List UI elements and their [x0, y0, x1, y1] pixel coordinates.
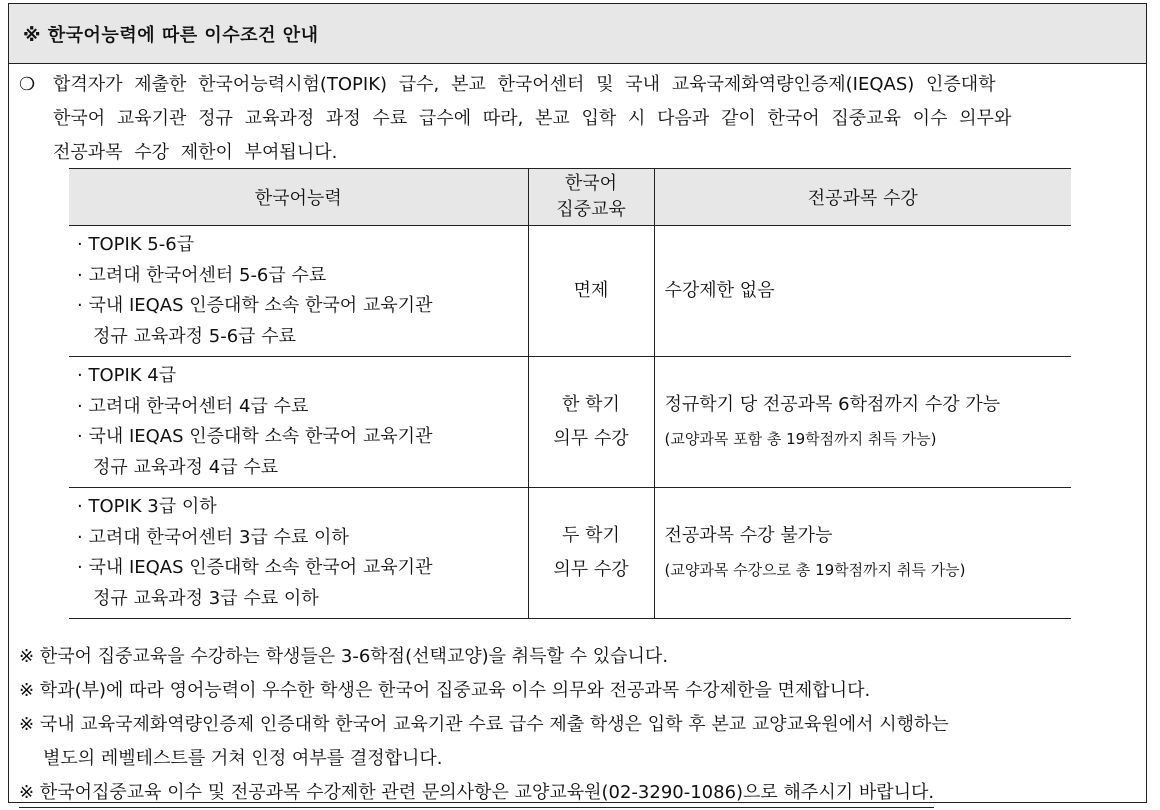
header-major: 전공과목 수강 [654, 169, 1071, 226]
intensive-cell [528, 357, 654, 488]
intensive-cell [528, 226, 654, 357]
ability-item: 정규 교육과정 4급 수료 [93, 456, 279, 478]
table-row [69, 226, 1071, 357]
intensive-line: 두 학기 [562, 525, 620, 546]
ability-item: · TOPIK 3급 이하 [77, 496, 217, 517]
table-header-row [69, 169, 1071, 226]
notes-section [19, 640, 1139, 810]
header-intensive-line: 집중교육 [556, 199, 626, 220]
circle-bullet-icon: ❍ [19, 74, 36, 95]
note-item: ※ 국내 교육국제화역량인증제 인증대학 한국어 교육기관 수료 급수 제출 학생은 입학 후 본교 교양교육원에서 시행하는 [19, 714, 949, 735]
header-intensive-line: 한국어 [564, 173, 618, 194]
intensive-line: 의무 수강 [553, 428, 629, 449]
major-note: (교양과목 수강으로 총 19학점까지 취득 가능) [664, 561, 966, 579]
major-cell [654, 488, 1071, 619]
ability-item: · 고려대 한국어센터 3급 수료 이하 [77, 526, 349, 548]
ability-item: · 국내 IEQAS 인증대학 소속 한국어 교육기관 [77, 426, 433, 447]
header-ability: 한국어능력 [69, 169, 528, 226]
notice-frame [8, 3, 1147, 803]
major-text: 정규학기 당 전공과목 6학점까지 수강 가능 [664, 394, 1001, 415]
table-row [69, 357, 1071, 488]
ability-item: · 국내 IEQAS 인증대학 소속 한국어 교육기관 [77, 557, 433, 578]
ability-item: · TOPIK 4급 [77, 365, 177, 386]
major-cell [654, 357, 1071, 488]
intro-line: 합격자가 제출한 한국어능력시험(TOPIK) 급수, 본교 한국어센터 및 국내 교육국제화역량인증제(IEQAS) 인증대학 [53, 74, 996, 95]
ability-item: 정규 교육과정 3급 수료 이하 [93, 587, 319, 609]
intensive-cell [528, 488, 654, 619]
ability-cell [69, 226, 528, 357]
major-note: (교양과목 포함 총 19학점까지 취득 가능) [664, 430, 937, 448]
note-item: ※ 한국어 집중교육을 수강하는 학생들은 3-6학점(선택교양)을 취득할 수 있습니다. [19, 646, 669, 667]
requirements-table [69, 168, 1071, 619]
intro-paragraph [19, 68, 1129, 170]
note-item: ※ 학과(부)에 따라 영어능력이 우수한 학생은 한국어 집중교육 이수 의무와 전공과목 수강제한을 면제합니다. [19, 680, 871, 701]
major-text: 전공과목 수강 불가능 [664, 525, 833, 546]
ability-item: · 고려대 한국어센터 4급 수료 [77, 395, 309, 417]
ability-item: 정규 교육과정 5-6급 수료 [93, 325, 297, 347]
ability-item: · 국내 IEQAS 인증대학 소속 한국어 교육기관 [77, 295, 433, 316]
note-item: 별도의 레벨테스트를 거쳐 인정 여부를 결정합니다. [43, 748, 443, 769]
ability-cell [69, 357, 528, 488]
intro-line: 한국어 교육기관 정규 교육과정 과정 수료 급수에 따라, 본교 입학 시 다음과 같이 한국어 집중교육 이수 의무와 [53, 108, 1012, 129]
major-text: 수강제한 없음 [664, 280, 775, 301]
intensive-line: 한 학기 [562, 394, 620, 415]
intensive-line: 면제 [573, 280, 609, 301]
header-intensive [528, 169, 654, 226]
major-cell [654, 226, 1071, 357]
ability-cell [69, 488, 528, 619]
intensive-line: 의무 수강 [553, 559, 629, 580]
table-row [69, 488, 1071, 619]
ability-item: · 고려대 한국어센터 5-6급 수료 [77, 264, 327, 286]
notice-title: ※ 한국어능력에 따른 이수조건 안내 [9, 4, 1146, 64]
contact-note: ※ 한국어집중교육 이수 및 전공과목 수강제한 관련 문의사항은 교양교육원(02-3290-1086)으로 해주시기 바랍니다. [19, 779, 934, 808]
intro-line: 전공과목 수강 제한이 부여됩니다. [53, 142, 338, 163]
ability-item: · TOPIK 5-6급 [77, 234, 195, 255]
